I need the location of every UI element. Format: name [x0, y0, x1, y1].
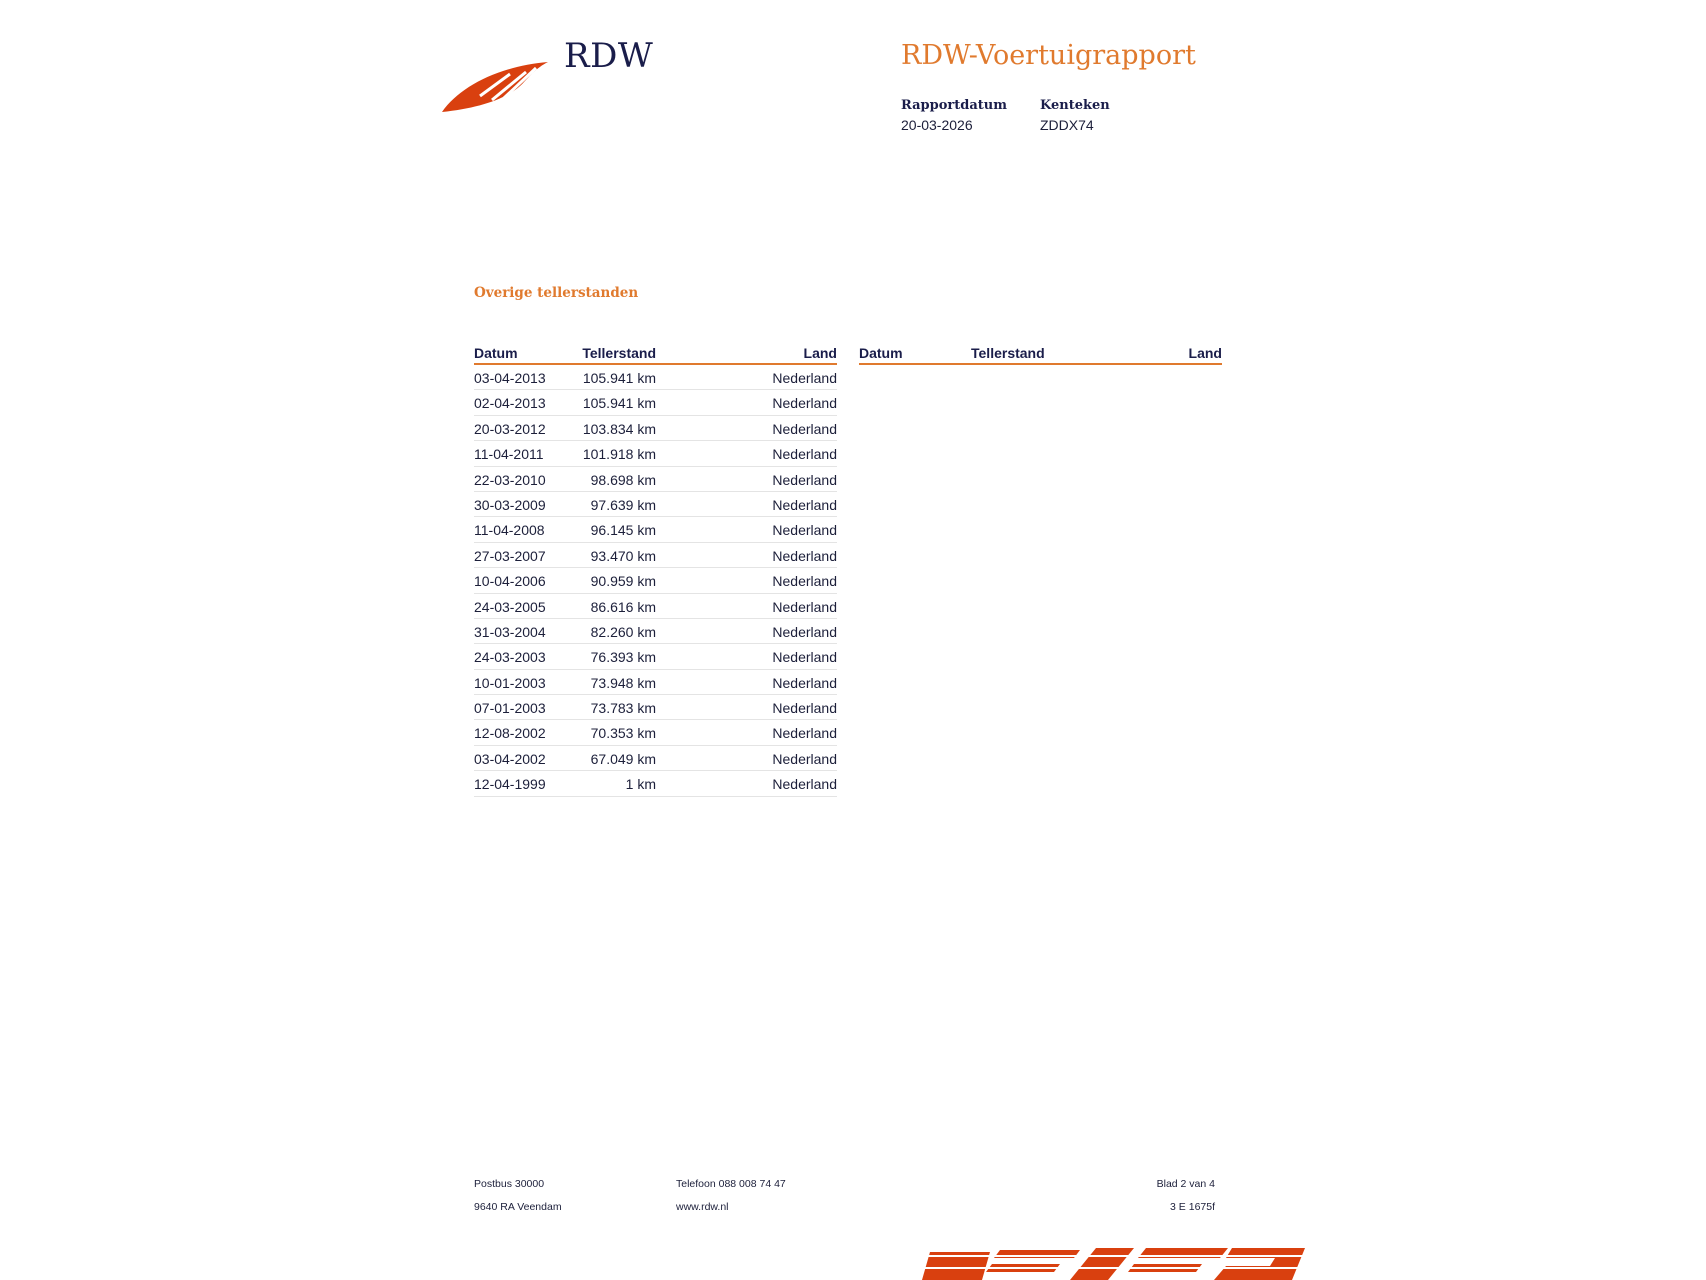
table-row: [474, 543, 837, 568]
cell-tellerstand: 67.049 km: [590, 750, 656, 767]
cell-land: Nederland: [772, 496, 837, 513]
cell-datum: 12-08-2002: [474, 725, 546, 742]
cell-land: Nederland: [772, 700, 837, 717]
table-row: [474, 771, 837, 796]
table-row: [474, 568, 837, 593]
table-row: [474, 695, 837, 720]
cell-datum: 02-04-2013: [474, 395, 546, 412]
cell-land: Nederland: [772, 370, 837, 386]
cell-tellerstand: 105.941 km: [582, 395, 656, 412]
cell-datum: 10-04-2006: [474, 573, 546, 590]
odometer-table-right: [859, 346, 1222, 365]
cell-datum: 24-03-2003: [474, 649, 546, 666]
rdw-feather-icon: [440, 56, 550, 116]
header-land: Land: [1188, 345, 1222, 361]
table-row: [474, 441, 837, 466]
cell-land: Nederland: [772, 420, 837, 437]
footer-website[interactable]: www.rdw.nl: [676, 1201, 729, 1213]
header-datum: Datum: [859, 345, 903, 361]
logo-text: RDW: [564, 36, 654, 76]
page-number: Blad 2 van 4: [1156, 1178, 1215, 1190]
cell-tellerstand: 103.834 km: [582, 420, 656, 437]
footer-contact: [676, 1173, 786, 1219]
cell-tellerstand: 86.616 km: [590, 598, 656, 615]
cell-tellerstand: 76.393 km: [590, 649, 656, 666]
cell-land: Nederland: [772, 471, 837, 488]
table-body: [474, 365, 837, 797]
cell-datum: 12-04-1999: [474, 776, 546, 793]
table-row: [474, 467, 837, 492]
decorative-stripes: [920, 1244, 1320, 1280]
header-datum: Datum: [474, 345, 518, 361]
cell-land: Nederland: [772, 522, 837, 539]
cell-land: Nederland: [772, 547, 837, 564]
table-row: [474, 517, 837, 542]
cell-tellerstand: 98.698 km: [590, 471, 656, 488]
cell-tellerstand: 101.918 km: [582, 446, 656, 463]
table-row: [474, 365, 837, 390]
table-row: [474, 644, 837, 669]
cell-datum: 27-03-2007: [474, 547, 546, 564]
cell-land: Nederland: [772, 598, 837, 615]
report-date-block: [901, 98, 1007, 133]
footer-phone: Telefoon 088 008 74 47: [676, 1178, 786, 1190]
odometer-table-left: [474, 346, 837, 797]
footer-address: [474, 1173, 562, 1219]
report-date-value: 20-03-2026: [901, 117, 973, 133]
cell-tellerstand: 1 km: [625, 776, 656, 793]
report-date-label: Rapportdatum: [901, 98, 1007, 113]
table-row: [474, 594, 837, 619]
cell-tellerstand: 90.959 km: [590, 573, 656, 590]
cell-land: Nederland: [772, 573, 837, 590]
footer-postbus: Postbus 30000: [474, 1178, 545, 1190]
cell-tellerstand: 73.948 km: [590, 674, 656, 691]
cell-datum: 22-03-2010: [474, 471, 546, 488]
cell-datum: 24-03-2005: [474, 598, 546, 615]
cell-tellerstand: 70.353 km: [590, 725, 656, 742]
cell-tellerstand: 97.639 km: [590, 496, 656, 513]
report-title: RDW-Voertuigrapport: [901, 40, 1196, 71]
cell-land: Nederland: [772, 395, 837, 412]
cell-land: Nederland: [772, 725, 837, 742]
cell-datum: 03-04-2013: [474, 370, 546, 386]
header-tellerstand: Tellerstand: [582, 345, 656, 361]
table-row: [474, 492, 837, 517]
cell-tellerstand: 82.260 km: [590, 623, 656, 640]
plate-value: ZDDX74: [1040, 117, 1094, 133]
table-row: [474, 720, 837, 745]
cell-land: Nederland: [772, 674, 837, 691]
cell-datum: 30-03-2009: [474, 496, 546, 513]
table-row: [474, 619, 837, 644]
cell-datum: 07-01-2003: [474, 700, 546, 717]
cell-land: Nederland: [772, 750, 837, 767]
cell-datum: 11-04-2008: [474, 522, 545, 539]
cell-tellerstand: 96.145 km: [590, 522, 656, 539]
document-code: 3 E 1675f: [1170, 1201, 1215, 1213]
cell-land: Nederland: [772, 649, 837, 666]
cell-datum: 10-01-2003: [474, 674, 546, 691]
plate-block: [1040, 98, 1110, 133]
cell-datum: 11-04-2011: [474, 446, 544, 463]
section-title: Overige tellerstanden: [474, 285, 639, 301]
cell-tellerstand: 73.783 km: [590, 700, 656, 717]
cell-datum: 20-03-2012: [474, 420, 546, 437]
cell-datum: 03-04-2002: [474, 750, 546, 767]
header-tellerstand: Tellerstand: [971, 345, 1045, 361]
table-header: [859, 346, 1222, 365]
table-row: [474, 390, 837, 415]
rdw-logo: [440, 36, 670, 126]
cell-tellerstand: 93.470 km: [590, 547, 656, 564]
footer-page: [1100, 1173, 1215, 1219]
table-header: [474, 346, 837, 365]
plate-label: Kenteken: [1040, 98, 1110, 113]
table-row: [474, 746, 837, 771]
table-row: [474, 670, 837, 695]
cell-datum: 31-03-2004: [474, 623, 546, 640]
cell-land: Nederland: [772, 623, 837, 640]
header-land: Land: [803, 345, 837, 361]
cell-land: Nederland: [772, 776, 837, 793]
cell-tellerstand: 105.941 km: [582, 370, 656, 386]
footer-city: 9640 RA Veendam: [474, 1201, 562, 1213]
table-row: [474, 416, 837, 441]
cell-land: Nederland: [772, 446, 837, 463]
